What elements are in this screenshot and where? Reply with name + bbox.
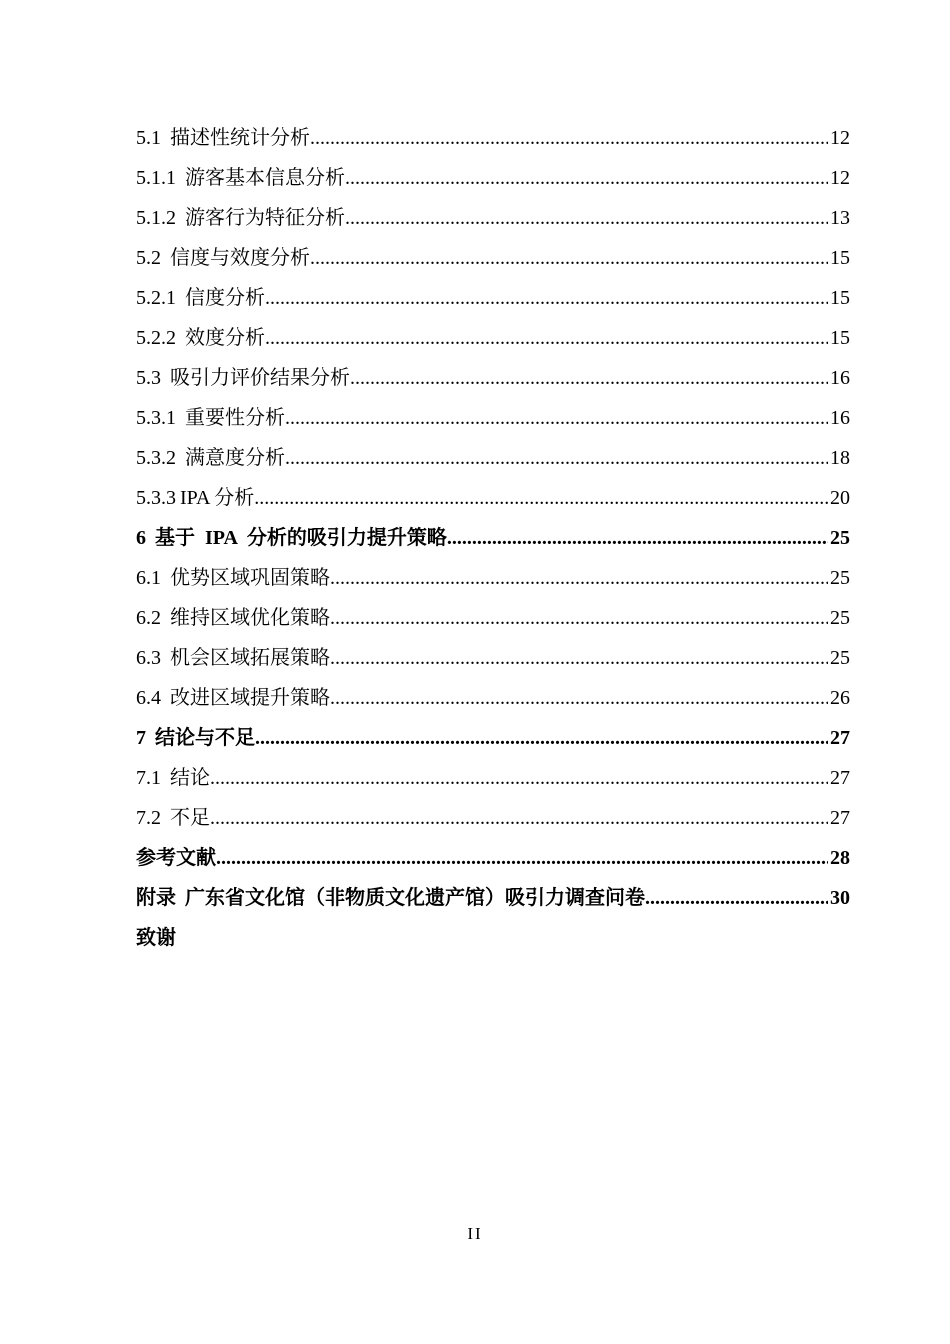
toc-entry-page: 16	[830, 407, 850, 429]
toc-dot-leader	[330, 678, 828, 718]
toc-entry-6-3[interactable]	[136, 638, 850, 678]
toc-entry-5-2-2[interactable]	[136, 318, 850, 358]
toc-entry-5-1[interactable]	[136, 118, 850, 158]
toc-entry-number: 5.2.2	[136, 327, 176, 349]
toc-entry-number: 5.1	[136, 127, 161, 149]
toc-dot-leader	[216, 838, 828, 878]
toc-dot-leader	[310, 238, 828, 278]
toc-entry-page: 30	[830, 887, 850, 909]
page-number: II	[467, 1224, 483, 1243]
toc-entry-page: 15	[830, 247, 850, 269]
toc-entry-title: 机会区域拓展策略	[170, 647, 330, 669]
toc-dot-leader	[330, 598, 828, 638]
toc-entry-page: 26	[830, 687, 850, 709]
toc-dot-leader	[330, 558, 828, 598]
toc-entry-title: 描述性统计分析	[170, 127, 310, 149]
toc-entry-number: 5.1.2	[136, 207, 176, 229]
toc-entry-number: 附录	[136, 887, 176, 909]
toc-entry-page: 25	[830, 647, 850, 669]
toc-entry-title: 维持区域优化策略	[170, 607, 330, 629]
toc-entry-appendix[interactable]	[136, 878, 850, 918]
toc-entry-page: 25	[830, 527, 850, 549]
toc-entry-references[interactable]	[136, 838, 850, 878]
toc-entry-title: 基于 IPA 分析的吸引力提升策略	[155, 527, 447, 549]
toc-entry-number: 7.1	[136, 767, 161, 789]
toc-entry-acknowledgements[interactable]	[136, 918, 850, 958]
toc-entry-page: 15	[830, 287, 850, 309]
toc-dot-leader	[447, 518, 828, 558]
toc-entry-title: 满意度分析	[185, 447, 285, 469]
toc-entry-title: 效度分析	[185, 327, 265, 349]
toc-entry-page: 27	[830, 767, 850, 789]
table-of-contents	[136, 118, 850, 958]
toc-entry-page: 25	[830, 567, 850, 589]
toc-entry-page: 18	[830, 447, 850, 469]
toc-entry-title: 不足	[170, 807, 210, 829]
toc-entry-title: IPA 分析	[180, 487, 255, 509]
toc-entry-number: 5.2	[136, 247, 161, 269]
toc-entry-page: 20	[830, 487, 850, 509]
toc-entry-chapter-7[interactable]	[136, 718, 850, 758]
toc-entry-number: 5.3.3	[136, 487, 176, 509]
toc-entry-7-2[interactable]	[136, 798, 850, 838]
toc-entry-title: 参考文献	[136, 847, 216, 869]
toc-entry-title: 信度分析	[185, 287, 265, 309]
toc-dot-leader	[310, 118, 828, 158]
toc-entry-5-2[interactable]	[136, 238, 850, 278]
toc-entry-page: 12	[830, 167, 850, 189]
toc-entry-5-3-1[interactable]	[136, 398, 850, 438]
toc-entry-5-3[interactable]	[136, 358, 850, 398]
toc-entry-5-3-2[interactable]	[136, 438, 850, 478]
toc-entry-number: 6	[136, 527, 146, 549]
toc-entry-5-2-1[interactable]	[136, 278, 850, 318]
toc-dot-leader	[255, 718, 828, 758]
toc-entry-number: 5.3	[136, 367, 161, 389]
toc-entry-title: 信度与效度分析	[170, 247, 310, 269]
toc-entry-number: 5.2.1	[136, 287, 176, 309]
toc-entry-6-1[interactable]	[136, 558, 850, 598]
toc-entry-title: 结论	[170, 767, 210, 789]
toc-entry-page: 15	[830, 327, 850, 349]
toc-entry-number: 6.3	[136, 647, 161, 669]
toc-entry-page: 27	[830, 727, 850, 749]
toc-entry-page: 27	[830, 807, 850, 829]
toc-entry-7-1[interactable]	[136, 758, 850, 798]
toc-entry-title: 改进区域提升策略	[170, 687, 330, 709]
toc-entry-page: 25	[830, 607, 850, 629]
toc-dot-leader	[285, 438, 828, 478]
toc-entry-title: 广东省文化馆（非物质文化遗产馆）吸引力调查问卷	[185, 887, 645, 909]
toc-entry-title: 吸引力评价结果分析	[170, 367, 350, 389]
toc-entry-title: 游客行为特征分析	[185, 207, 345, 229]
toc-entry-6-2[interactable]	[136, 598, 850, 638]
toc-entry-title: 游客基本信息分析	[185, 167, 345, 189]
toc-entry-page: 12	[830, 127, 850, 149]
toc-entry-number: 5.3.2	[136, 447, 176, 469]
toc-entry-number: 7.2	[136, 807, 161, 829]
toc-dot-leader	[254, 478, 828, 518]
toc-entry-page: 28	[830, 847, 850, 869]
toc-entry-chapter-6[interactable]	[136, 518, 850, 558]
toc-entry-number: 6.1	[136, 567, 161, 589]
toc-dot-leader	[285, 398, 828, 438]
toc-entry-number: 6.2	[136, 607, 161, 629]
toc-entry-number: 7	[136, 727, 146, 749]
toc-entry-6-4[interactable]	[136, 678, 850, 718]
toc-entry-page: 16	[830, 367, 850, 389]
toc-dot-leader	[345, 198, 828, 238]
toc-dot-leader	[350, 358, 828, 398]
toc-entry-5-1-1[interactable]	[136, 158, 850, 198]
toc-entry-5-3-3[interactable]	[136, 478, 850, 518]
toc-dot-leader	[210, 798, 828, 838]
toc-entry-page: 13	[830, 207, 850, 229]
toc-entry-number: 6.4	[136, 687, 161, 709]
toc-entry-title: 优势区域巩固策略	[170, 567, 330, 589]
toc-entry-number: 5.3.1	[136, 407, 176, 429]
toc-entry-title: 结论与不足	[155, 727, 255, 749]
toc-dot-leader	[210, 758, 828, 798]
toc-dot-leader	[265, 318, 828, 358]
toc-dot-leader	[265, 278, 828, 318]
toc-entry-title: 致谢	[136, 927, 176, 949]
toc-dot-leader	[330, 638, 828, 678]
toc-entry-5-1-2[interactable]	[136, 198, 850, 238]
toc-entry-title: 重要性分析	[185, 407, 285, 429]
toc-dot-leader	[645, 878, 828, 918]
toc-dot-leader	[345, 158, 828, 198]
toc-entry-number: 5.1.1	[136, 167, 176, 189]
